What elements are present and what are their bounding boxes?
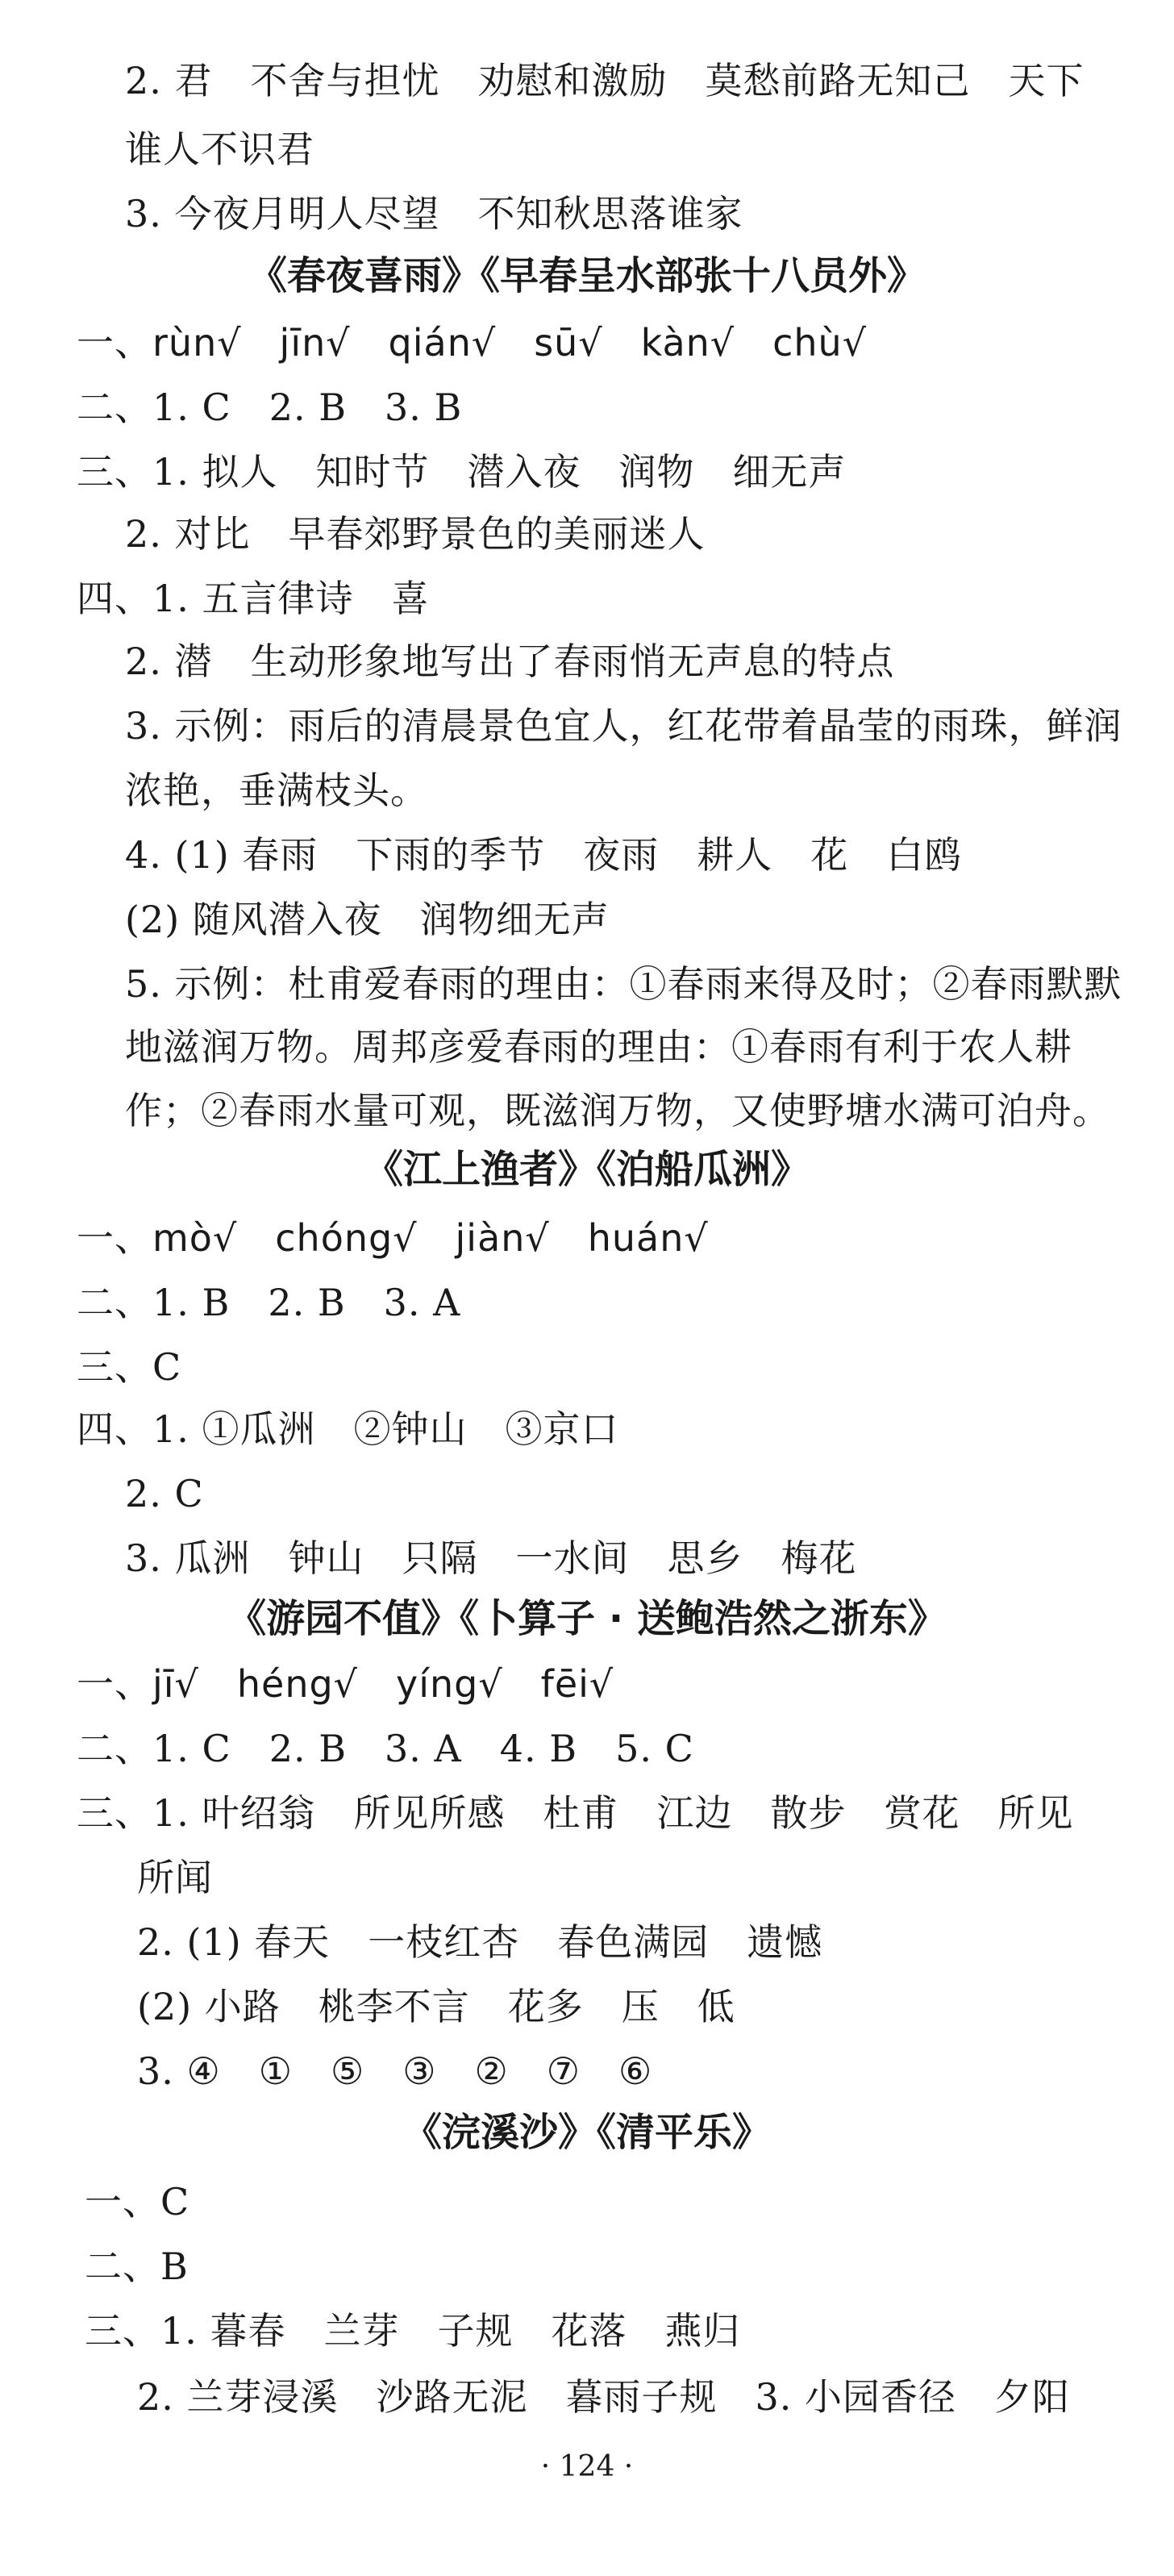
answer-line: 作；②春雨水量可观，既滋润万物，又使野塘水满可泊舟。 [125, 1089, 1110, 1132]
answer-line: 2. 兰芽浸溪 沙路无泥 暮雨子规 3. 小园香径 夕阳 [137, 2375, 1071, 2419]
answer-line: 二、1. C 2. B 3. B [77, 386, 463, 429]
answer-line: 谁人不识君 [125, 127, 314, 171]
answer-line: 三、1. 暮春 兰芽 子规 花落 燕归 [85, 2309, 741, 2353]
answer-line: 二、1. C 2. B 3. A 4. B 5. C [77, 1727, 694, 1770]
answer-line: 2. 对比 早春郊野景色的美丽迷人 [125, 512, 706, 556]
answer-line: 3. 示例：雨后的清晨景色宜人，红花带着晶莹的雨珠，鲜润 [125, 704, 1122, 748]
answer-line: 2. 君 不舍与担忧 劝慰和激励 莫愁前路无知己 天下 [125, 59, 1084, 102]
answer-line: 二、1. B 2. B 3. A [77, 1281, 461, 1324]
answer-line: 3. 今夜月明人尽望 不知秋思落谁家 [125, 192, 743, 236]
answer-line: 3. 瓜洲 钟山 只隔 一水间 思乡 梅花 [125, 1536, 857, 1580]
section-title: 《春夜喜雨》《早春呈水部张十八员外》 [248, 253, 926, 298]
answer-line: 四、1. ①瓜洲 ②钟山 ③京口 [77, 1407, 619, 1451]
answer-line: 2. (1) 春天 一枝红杏 春色满园 遗憾 [137, 1920, 823, 1964]
section-title: 《游园不值》《卜算子 · 送鲍浩然之浙东》 [227, 1596, 947, 1641]
page-number: · 124 · [540, 2450, 634, 2483]
answer-line: 地滋润万物。周邦彦爱春雨的理由：①春雨有利于农人耕 [125, 1025, 1072, 1069]
section-title: 《浣溪沙》《清平乐》 [402, 2110, 771, 2155]
answer-line: 一、jī√ héng√ yíng√ fēi√ [77, 1662, 614, 1706]
answer-line: 2. C [125, 1472, 204, 1515]
answer-line: 三、1. 拟人 知时节 潜入夜 润物 细无声 [77, 450, 847, 494]
answer-line: 三、1. 叶绍翁 所见所感 杜甫 江边 散步 赏花 所见 [77, 1791, 1074, 1835]
answer-line: 2. 潜 生动形象地写出了春雨悄无声息的特点 [125, 640, 895, 683]
answer-line: 二、B [85, 2245, 189, 2288]
answer-line: 一、rùn√ jīn√ qián√ sū√ kàn√ chù√ [77, 321, 868, 365]
answer-line: 一、C [85, 2180, 190, 2224]
answer-line: 四、1. 五言律诗 喜 [77, 577, 430, 620]
answer-line: (2) 随风潜入夜 润物细无声 [125, 898, 610, 941]
answer-line: (2) 小路 桃李不言 花多 压 低 [137, 1985, 735, 2028]
answer-line: 5. 示例：杜甫爱春雨的理由：①春雨来得及时；②春雨默默 [125, 962, 1122, 1006]
answer-line: 所闻 [137, 1856, 213, 1899]
section-title: 《江上渔者》《泊船瓜洲》 [364, 1147, 810, 1192]
answer-line: 3. ④ ① ⑤ ③ ② ⑦ ⑥ [137, 2049, 653, 2093]
answer-line: 三、C [77, 1345, 182, 1389]
answer-line: 一、mò√ chóng√ jiàn√ huán√ [77, 1216, 709, 1260]
answer-line: 浓艳，垂满枝头。 [125, 769, 428, 812]
answer-line: 4. (1) 春雨 下雨的季节 夜雨 耕人 花 白鸥 [125, 833, 963, 877]
